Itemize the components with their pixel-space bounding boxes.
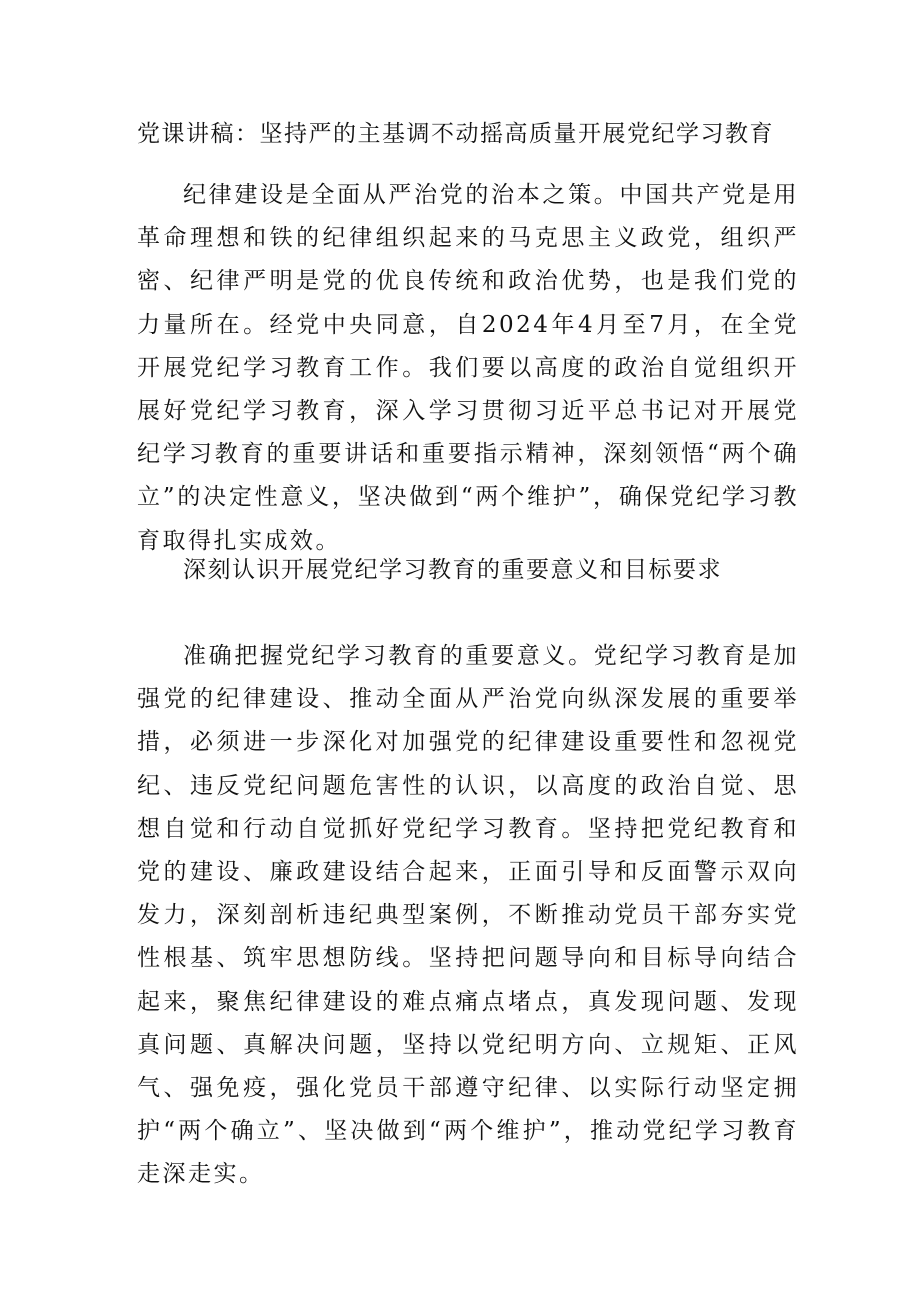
- section-heading: 深刻认识开展党纪学习教育的重要意义和目标要求: [183, 557, 722, 583]
- document-title: 党课讲稿：坚持严的主基调不动摇高质量开展党纪学习教育: [137, 121, 774, 147]
- paragraph-significance: 准确把握党纪学习教育的重要意义。党纪学习教育是加强党的纪律建设、推动全面从严治党向纵深发展的重要举措，必须进一步深化对加强党的纪律建设重要性和忽视党纪、违反党纪问题危害性的认识，以高度的政治自觉、思想自觉和行动自觉抓好党纪学习教育。坚持把党纪教育和党的建设、廉政建设结合起来，正面引导和反面警示双向发力，深刻剖析违纪典型案例，不断推动党员干部夯实党性根基、筑牢思想防线。坚持把问题导向和目标导向结合起来，聚焦纪律建设的难点痛点堵点，真发现问题、发现真问题、真解决问题，坚持以党纪明方向、立规矩、正风气、强免疫，强化党员干部遵守纪律、以实际行动坚定拥护“两个确立”、坚决做到“两个维护”，推动党纪学习教育走深走实。: [137, 643, 799, 1188]
- paragraph-intro: 纪律建设是全面从严治党的治本之策。中国共产党是用革命理想和铁的纪律组织起来的马克思主义政党，组织严密、纪律严明是党的优良传统和政治优势，也是我们党的力量所在。经党中央同意，自2024年4月至7月，在全党开展党纪学习教育工作。我们要以高度的政治自觉组织开展好党纪学习教育，深入学习贯彻习近平总书记对开展党纪学习教育的重要讲话和重要指示精神，深刻领悟“两个确立”的决定性意义，坚决做到“两个维护”，确保党纪学习教育取得扎实成效。: [137, 182, 799, 554]
